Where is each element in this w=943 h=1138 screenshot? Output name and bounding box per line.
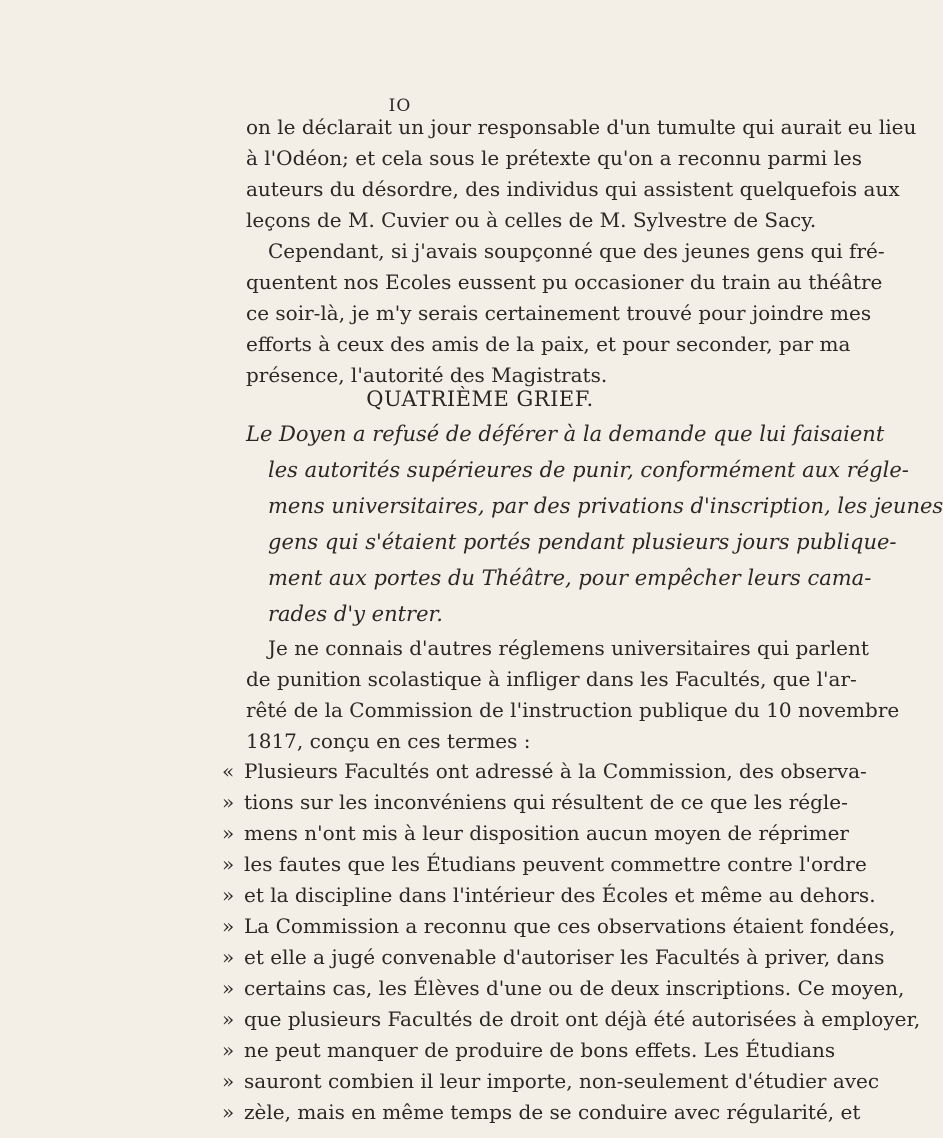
quote-mark: » bbox=[222, 1007, 235, 1031]
quote-mark: « bbox=[222, 759, 235, 783]
quote-line bbox=[222, 973, 905, 1004]
text-line: à l'Odéon; et cela sous le prétexte qu'on a reconnu parmi les bbox=[246, 146, 863, 170]
text-line: Cependant, si j'avais soupçonné que des jeunes gens qui fré- bbox=[268, 239, 885, 263]
grief-line: gens qui s'étaient portés pendant plusieurs jours publique- bbox=[268, 530, 897, 554]
quote-mark: » bbox=[222, 914, 235, 938]
quote-line bbox=[222, 1035, 836, 1066]
quote-mark: » bbox=[222, 1100, 235, 1124]
text-line: efforts à ceux des amis de la paix, et pour seconder, par ma bbox=[246, 332, 851, 356]
quote-text: et la discipline dans l'intérieur des Écoles et même au dehors. bbox=[244, 883, 876, 907]
grief-line: ment aux portes du Théâtre, pour empêcher leurs cama- bbox=[268, 566, 872, 590]
quote-line bbox=[222, 818, 849, 849]
paragraph-3 bbox=[246, 633, 900, 757]
text-line: de punition scolastique à infliger dans les Facultés, que l'ar- bbox=[246, 667, 857, 691]
paragraph-2 bbox=[246, 236, 885, 391]
text-line: auteurs du désordre, des individus qui assistent quelquefois aux bbox=[246, 177, 900, 201]
quote-mark: » bbox=[222, 1038, 235, 1062]
grief-line: mens universitaires, par des privations d'inscription, les jeunes bbox=[268, 494, 943, 518]
paragraph-1 bbox=[246, 112, 917, 236]
section-heading: QUATRIÈME GRIEF. bbox=[366, 387, 594, 411]
grief-line: les autorités supérieures de punir, conformément aux régle- bbox=[268, 458, 909, 482]
quote-line bbox=[222, 756, 867, 787]
grief-line: Le Doyen a refusé de déférer à la demande que lui faisaient bbox=[246, 422, 885, 446]
quote-line bbox=[222, 1066, 880, 1097]
quote-line bbox=[222, 1097, 861, 1128]
grief-statement bbox=[246, 416, 943, 632]
quote-text: certains cas, les Élèves d'une ou de deux inscriptions. Ce moyen, bbox=[244, 976, 905, 1000]
quote-text: les fautes que les Étudians peuvent commettre contre l'ordre bbox=[244, 852, 867, 876]
quote-text: La Commission a reconnu que ces observations étaient fondées, bbox=[244, 914, 896, 938]
quote-text: tions sur les inconvéniens qui résultent de ce que les régle- bbox=[244, 790, 848, 814]
text-line: présence, l'autorité des Magistrats. bbox=[246, 363, 608, 387]
text-line: leçons de M. Cuvier ou à celles de M. Sylvestre de Sacy. bbox=[246, 208, 817, 232]
quote-line bbox=[222, 849, 867, 880]
quote-text: Plusieurs Facultés ont adressé à la Commission, des observa- bbox=[244, 759, 867, 783]
page-number: IO bbox=[388, 96, 412, 116]
quote-line bbox=[222, 787, 848, 818]
quote-mark: » bbox=[222, 852, 235, 876]
quote-text: ne peut manquer de produire de bons effets. Les Étudians bbox=[244, 1038, 836, 1062]
quote-text: zèle, mais en même temps de se conduire avec régularité, et bbox=[244, 1100, 861, 1124]
text-line: 1817, conçu en ces termes : bbox=[246, 729, 531, 753]
quote-mark: » bbox=[222, 821, 235, 845]
quote-line bbox=[222, 880, 876, 911]
quote-mark: » bbox=[222, 790, 235, 814]
grief-line: rades d'y entrer. bbox=[268, 602, 443, 626]
quote-mark: » bbox=[222, 883, 235, 907]
quote-text: que plusieurs Facultés de droit ont déjà été autorisées à employer, bbox=[244, 1007, 921, 1031]
quote-text: mens n'ont mis à leur disposition aucun moyen de réprimer bbox=[244, 821, 849, 845]
quote-line bbox=[222, 1004, 921, 1035]
text-line: Je ne connais d'autres réglemens universitaires qui parlent bbox=[268, 636, 869, 660]
quote-text: sauront combien il leur importe, non-seulement d'étudier avec bbox=[244, 1069, 880, 1093]
quote-line bbox=[222, 911, 896, 942]
quote-text: et elle a jugé convenable d'autoriser les Facultés à priver, dans bbox=[244, 945, 885, 969]
text-line: on le déclarait un jour responsable d'un tumulte qui aurait eu lieu bbox=[246, 115, 917, 139]
quote-line bbox=[222, 942, 885, 973]
quoted-decree bbox=[222, 756, 921, 1128]
text-line: ce soir-là, je m'y serais certainement trouvé pour joindre mes bbox=[246, 301, 872, 325]
text-line: rêté de la Commission de l'instruction publique du 10 novembre bbox=[246, 698, 900, 722]
quote-mark: » bbox=[222, 1069, 235, 1093]
quote-mark: » bbox=[222, 945, 235, 969]
quote-mark: » bbox=[222, 976, 235, 1000]
text-line: quentent nos Ecoles eussent pu occasioner du train au théâtre bbox=[246, 270, 883, 294]
